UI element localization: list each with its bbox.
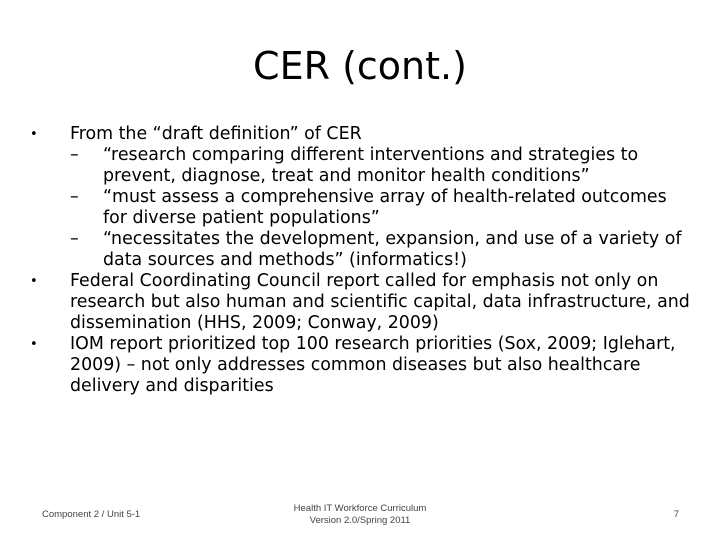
- sub-bullet-item: [30, 229, 690, 271]
- bullet-text: From the “draft definition” of CER: [70, 124, 362, 144]
- sub-bullet-text: “research comparing different interventions and strategies to prevent, diagnose, treat and monitor health conditions”: [103, 145, 639, 186]
- slide-title: CER (cont.): [253, 44, 467, 88]
- bullet-icon: •: [30, 274, 38, 289]
- sub-bullet-item: [30, 145, 690, 187]
- footer-curriculum-title: Health IT Workforce Curriculum: [293, 503, 427, 514]
- slide-body: [30, 124, 690, 397]
- footer-unit-label: Component 2 / Unit 5-1: [42, 509, 141, 520]
- dash-icon: –: [70, 229, 79, 249]
- bullet-item: [30, 271, 690, 334]
- sub-bullet-text: “necessitates the development, expansion, and use of a variety of data sources and methods” (informatics!): [103, 229, 682, 270]
- bullet-text: Federal Coordinating Council report called for emphasis not only on research but also human and scientific capital, data infrastructure, and dissemination (HHS, 2009; Conway, 2009): [70, 271, 690, 333]
- dash-icon: –: [70, 145, 79, 165]
- footer-version: Version 2.0/Spring 2011: [309, 515, 411, 526]
- bullet-item: [30, 124, 690, 145]
- sub-bullet-item: [30, 187, 690, 229]
- bullet-icon: •: [30, 127, 38, 142]
- sub-bullet-text: “must assess a comprehensive array of health-related outcomes for diverse patient populations”: [103, 187, 667, 228]
- bullet-text: IOM report prioritized top 100 research priorities (Sox, 2009; Iglehart, 2009) – not only addresses common diseases but also healthcare delivery and disparities: [70, 334, 676, 396]
- dash-icon: –: [70, 187, 79, 207]
- bullet-icon: •: [30, 337, 38, 352]
- bullet-item: [30, 334, 690, 397]
- page-number: 7: [673, 509, 679, 520]
